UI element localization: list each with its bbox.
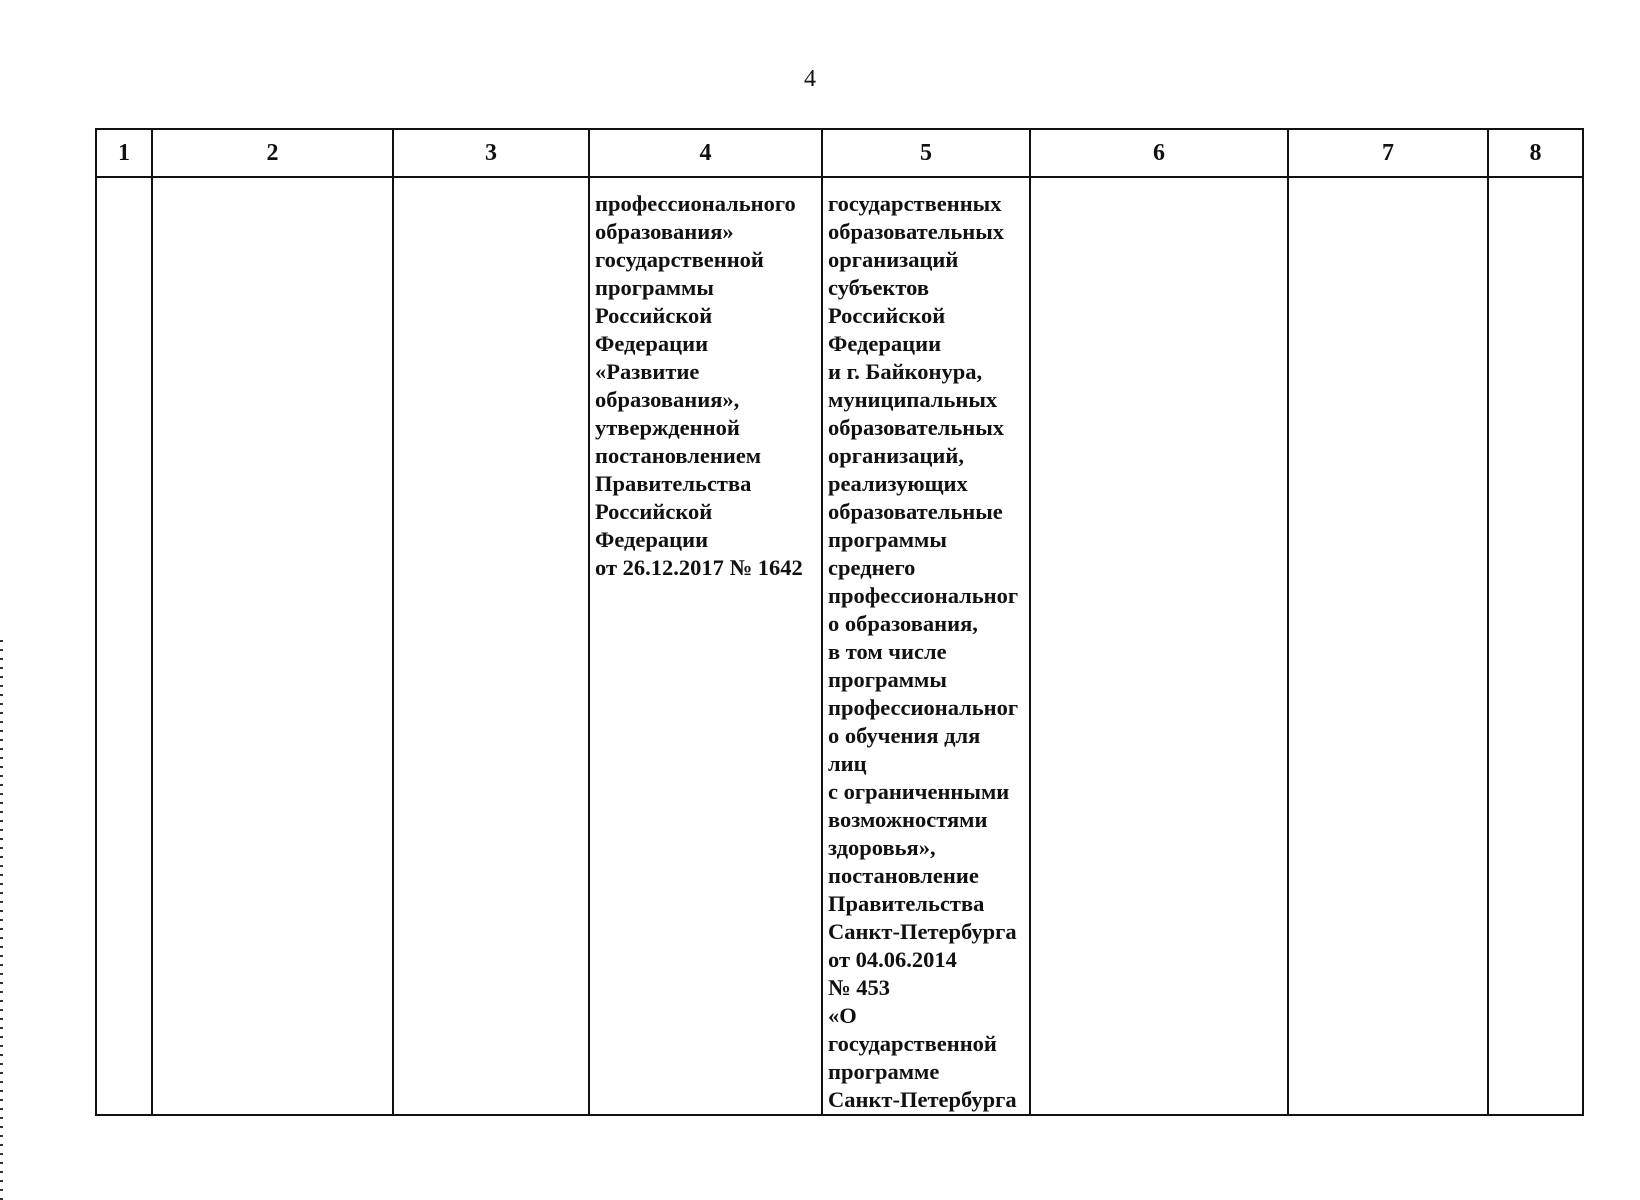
cell-col-3: [393, 177, 589, 1115]
cell-col-8: [1488, 177, 1583, 1115]
cell-col-7: [1288, 177, 1488, 1115]
table-row: [96, 177, 1583, 1115]
scan-edge-marks: [0, 640, 3, 1200]
column-header-2: 2: [152, 129, 393, 177]
column-header-4: 4: [589, 129, 822, 177]
table-header-row: [96, 129, 1583, 177]
column-header-5: 5: [822, 129, 1030, 177]
column-header-1: 1: [96, 129, 152, 177]
cell-col-4: профессионального образования» государственной программы Российской Федерации «Развитие образования», утвержденной постановлением Правительства Российской Федерации от 26.12.2017 № 1642: [589, 177, 822, 1115]
column-header-3: 3: [393, 129, 589, 177]
page-number: 4: [804, 66, 816, 92]
column-header-7: 7: [1288, 129, 1488, 177]
document-table: [95, 128, 1584, 1116]
cell-col-5: государственных образовательных организаций субъектов Российской Федерации и г. Байконура, муниципальных образовательных организаций, реализующих образовательные программы среднего профессиональног о образования, в том числе программы профессиональног о обучения для лиц с ограниченными возможностями здоровья», постановление Правительства Санкт-Петербурга от 04.06.2014 № 453 «О государственной программе Санкт-Петербурга: [822, 177, 1030, 1115]
cell-col-2: [152, 177, 393, 1115]
cell-col-1: [96, 177, 152, 1115]
column-header-6: 6: [1030, 129, 1288, 177]
column-header-8: 8: [1488, 129, 1583, 177]
cell-col-6: [1030, 177, 1288, 1115]
